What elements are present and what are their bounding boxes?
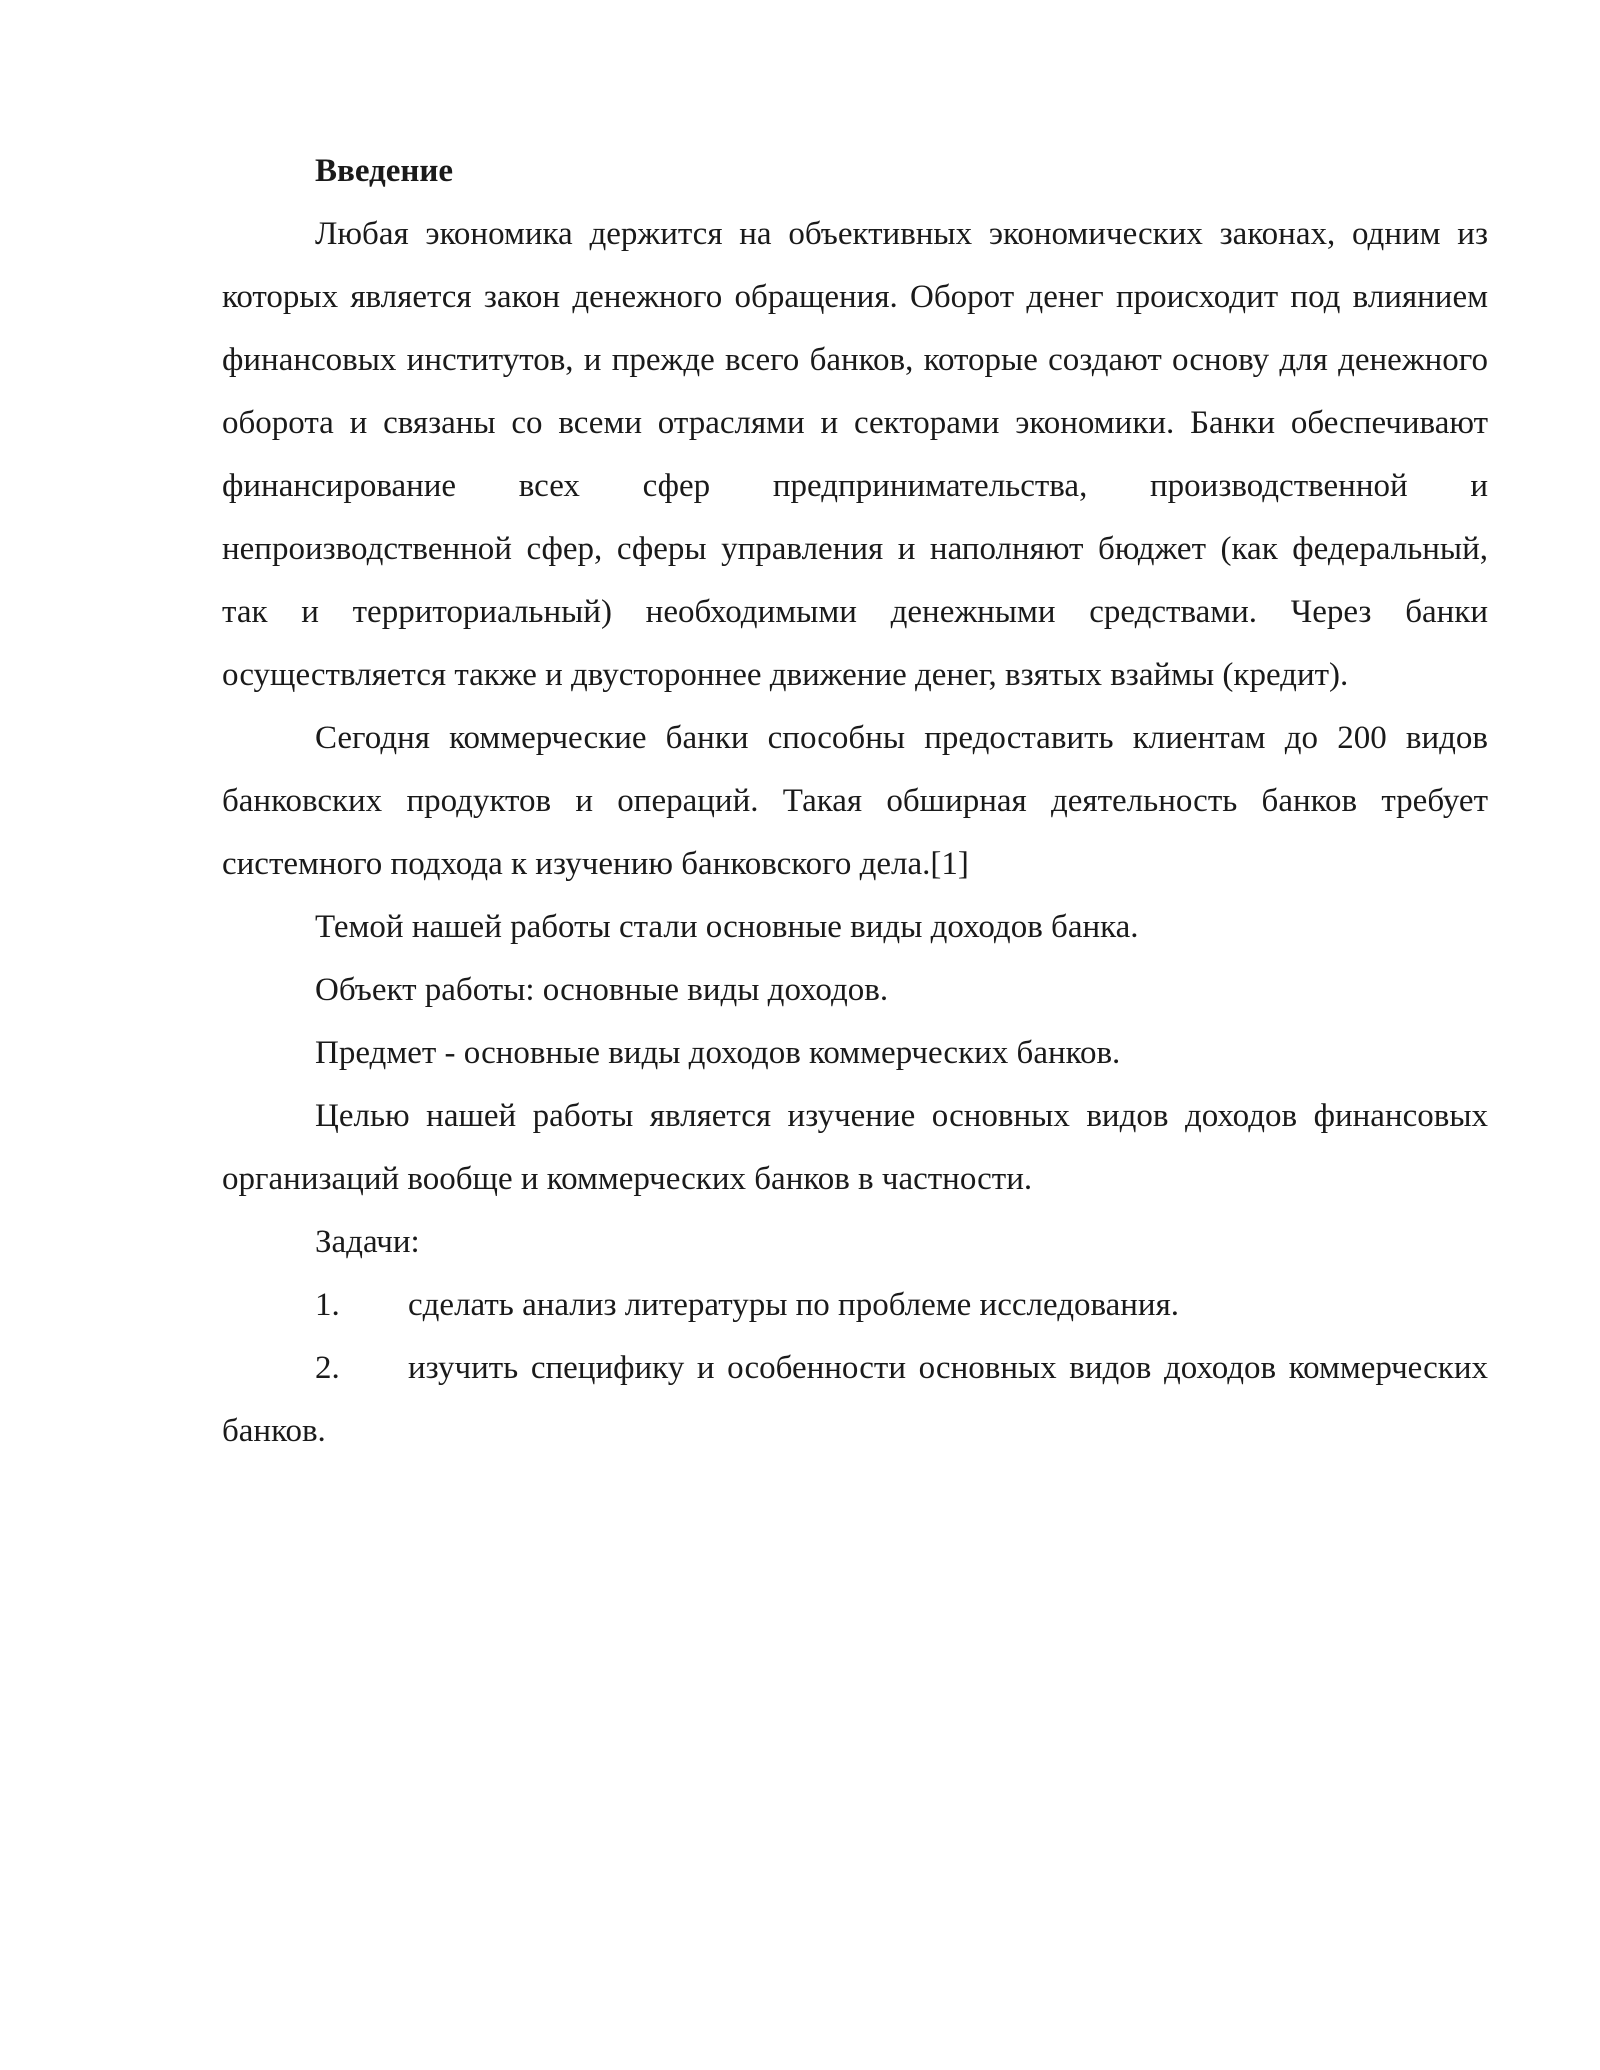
list-item: [222, 1274, 1488, 1337]
list-item-text: изучить специфику и особенности основных видов доходов коммерческих банков.: [222, 1350, 1488, 1449]
paragraph-goal: Целью нашей работы является изучение основных видов доходов финансовых организаций вообще и коммерческих банков в частности.: [222, 1098, 1488, 1197]
document-body: [222, 140, 1488, 1463]
paragraph-subject: Предмет - основные виды доходов коммерческих банков.: [315, 1035, 1121, 1071]
list-item-number: 1.: [315, 1287, 340, 1323]
list-item-text: сделать анализ литературы по проблеме исследования.: [408, 1287, 1180, 1323]
paragraph-intro: Любая экономика держится на объективных экономических законах, одним из которых является закон денежного обращения. Оборот денег происходит под влиянием финансовых институтов, и прежде всего банков, которые создают основу для денежного оборота и связаны со всеми отраслями и секторами экономики. Банки обеспечивают финансирование всех сфер предпринимательства, производственной и непроизводственной сфер, сферы управления и наполняют бюджет (как федеральный, так и территориальный) необходимыми денежными средствами. Через банки осуществляется также и двустороннее движение денег, взятых взаймы (кредит).: [222, 216, 1488, 693]
paragraph-topic: Темой нашей работы стали основные виды доходов банка.: [315, 909, 1139, 945]
list-item: [222, 1337, 1488, 1463]
paragraph-banking-products: Сегодня коммерческие банки способны предоставить клиентам до 200 видов банковских продуктов и операций. Такая обширная деятельность банков требует системного подхода к изучению банковского дела.[1]: [222, 720, 1488, 882]
list-item-number: 2.: [315, 1350, 340, 1386]
paragraph-object: Объект работы: основные виды доходов.: [315, 972, 889, 1008]
section-heading: Введение: [315, 153, 454, 189]
paragraph-tasks-label: Задачи:: [315, 1224, 420, 1260]
